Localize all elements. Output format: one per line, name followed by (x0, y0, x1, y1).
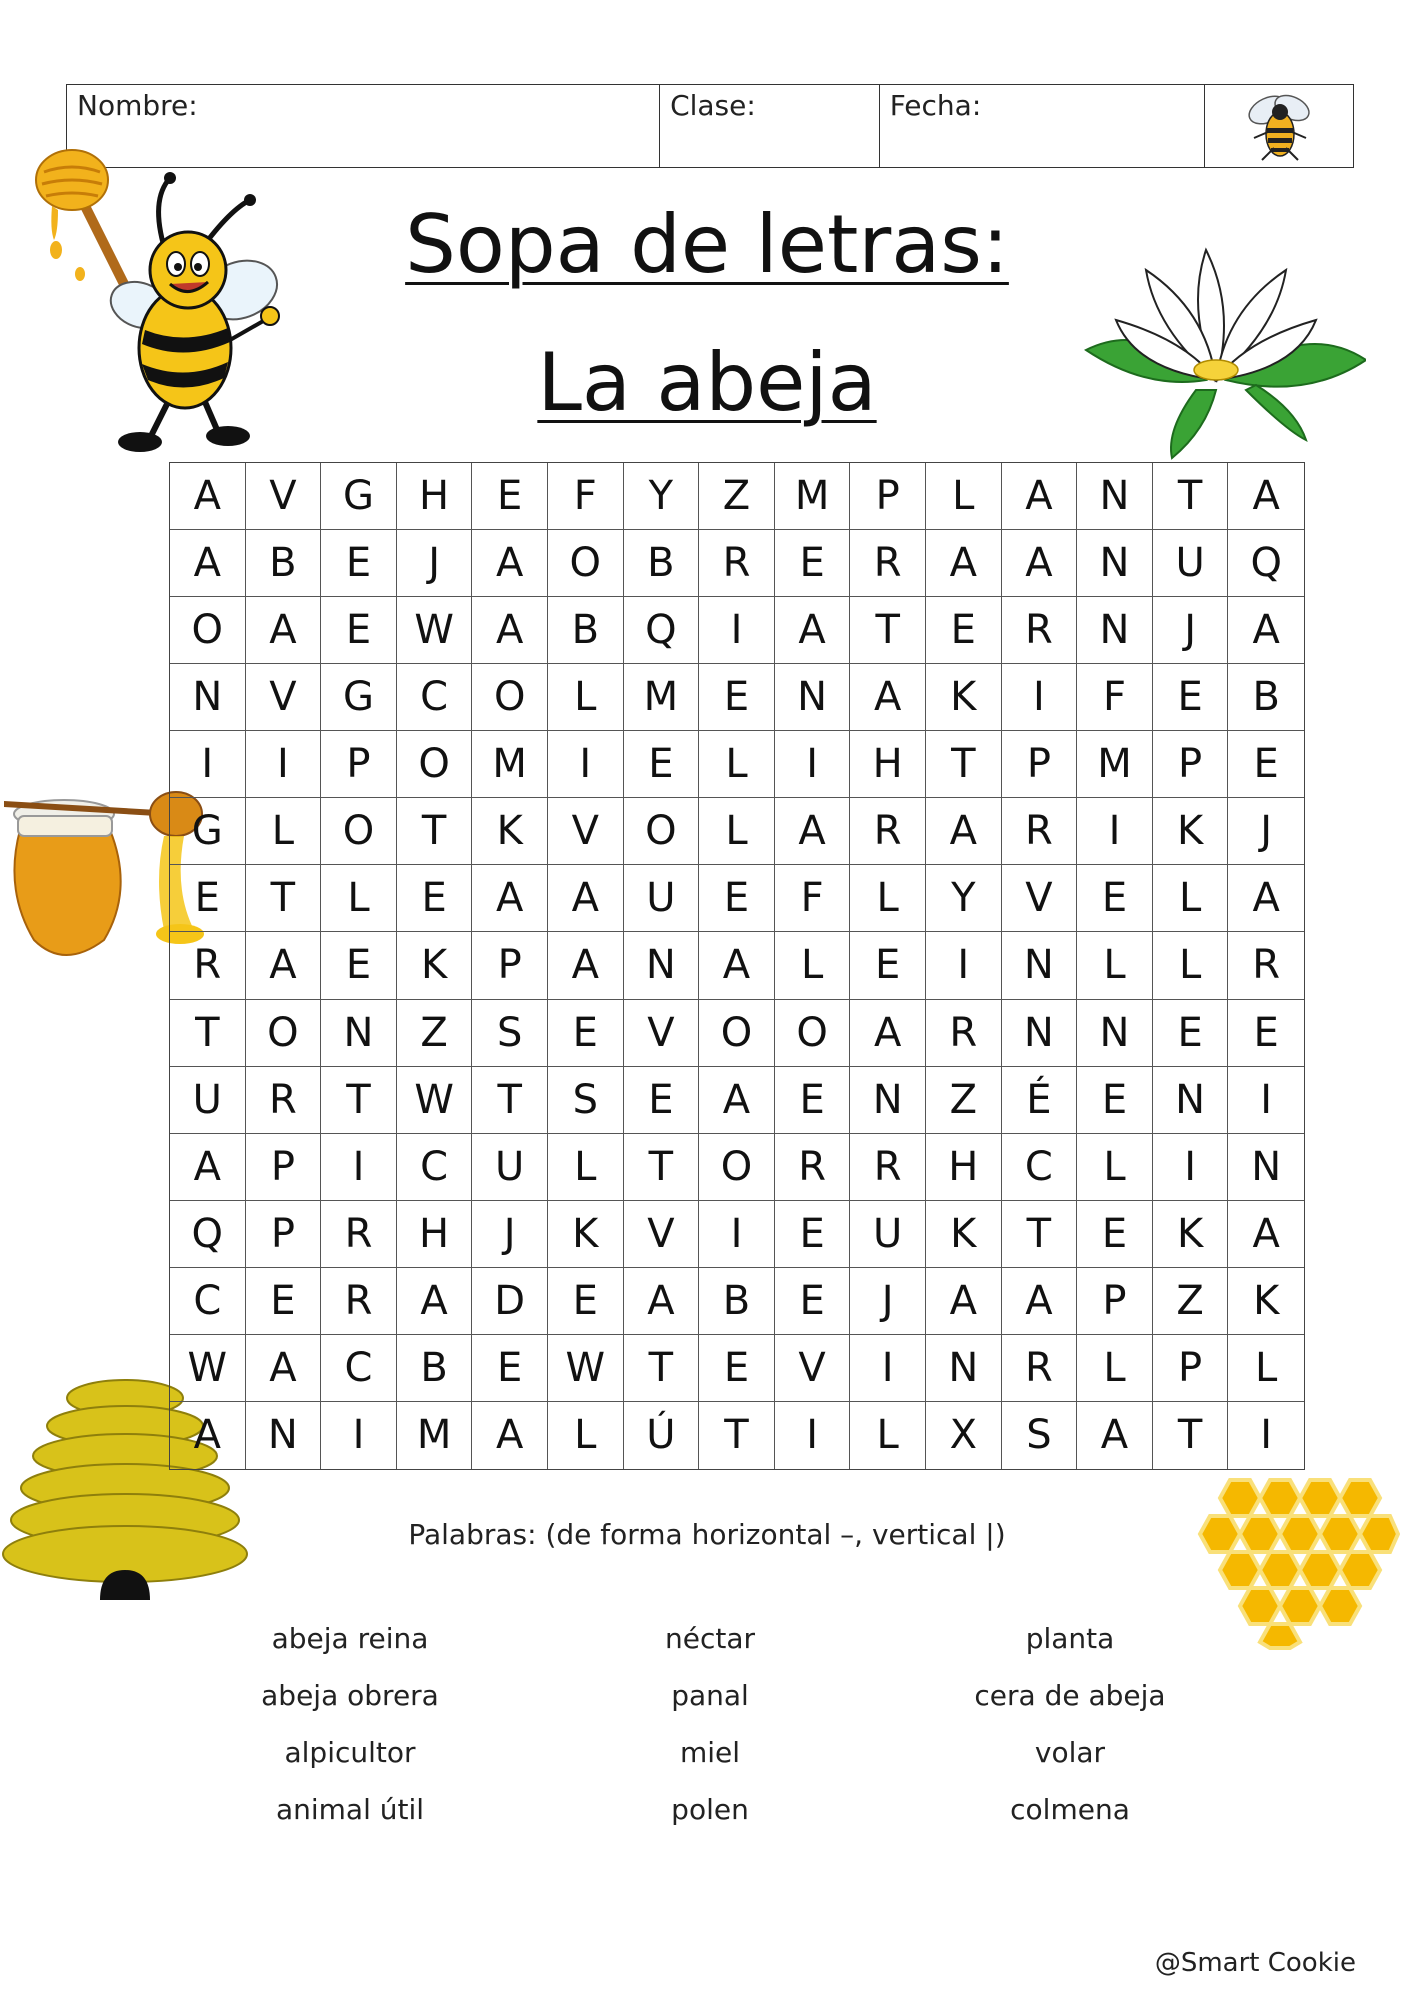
title-line-1: Sopa de letras: (405, 198, 1009, 291)
grid-cell[interactable]: W (397, 1067, 473, 1134)
grid-cell[interactable]: T (1002, 1201, 1078, 1268)
grid-cell[interactable]: E (472, 463, 548, 530)
word-item: colmena (1010, 1793, 1130, 1826)
grid-cell[interactable]: A (699, 1067, 775, 1134)
grid-cell[interactable]: A (1002, 530, 1078, 597)
grid-cell[interactable]: A (170, 1134, 246, 1201)
grid-cell[interactable]: W (170, 1335, 246, 1402)
grid-cell[interactable]: N (321, 1000, 397, 1067)
grid-cell[interactable]: Q (1228, 530, 1304, 597)
grid-cell[interactable]: R (775, 1134, 851, 1201)
grid-cell[interactable]: I (699, 1201, 775, 1268)
grid-cell[interactable]: T (699, 1402, 775, 1469)
grid-cell[interactable]: L (1077, 1134, 1153, 1201)
grid-cell[interactable]: A (548, 865, 624, 932)
grid-cell[interactable]: E (321, 530, 397, 597)
grid-cell[interactable]: W (548, 1335, 624, 1402)
grid-cell[interactable]: I (926, 932, 1002, 999)
grid-cell[interactable]: A (699, 932, 775, 999)
grid-cell[interactable]: J (397, 530, 473, 597)
grid-cell[interactable]: H (397, 463, 473, 530)
grid-cell[interactable]: S (472, 1000, 548, 1067)
grid-cell[interactable]: E (1077, 1067, 1153, 1134)
grid-cell[interactable]: I (1228, 1067, 1304, 1134)
grid-cell[interactable]: E (699, 1335, 775, 1402)
grid-cell[interactable]: R (321, 1268, 397, 1335)
grid-cell[interactable]: T (624, 1134, 700, 1201)
grid-cell[interactable]: C (170, 1268, 246, 1335)
grid-cell[interactable]: L (699, 798, 775, 865)
grid-cell[interactable]: O (246, 1000, 322, 1067)
grid-cell[interactable]: A (472, 865, 548, 932)
grid-cell[interactable]: B (548, 597, 624, 664)
name-label: Nombre: (77, 89, 198, 122)
grid-cell[interactable]: P (1002, 731, 1078, 798)
small-bee-icon (1205, 85, 1353, 167)
grid-cell[interactable]: O (699, 1134, 775, 1201)
grid-cell[interactable]: L (321, 865, 397, 932)
word-item: néctar (664, 1622, 755, 1655)
grid-cell[interactable]: E (1153, 664, 1229, 731)
grid-cell[interactable]: R (850, 798, 926, 865)
grid-cell[interactable]: E (624, 731, 700, 798)
grid-cell[interactable]: I (1002, 664, 1078, 731)
grid-cell[interactable]: E (397, 865, 473, 932)
grid-cell[interactable]: J (1153, 597, 1229, 664)
grid-cell[interactable]: A (170, 1402, 246, 1469)
credit: @Smart Cookie (1154, 1948, 1356, 1978)
grid-cell[interactable]: A (170, 530, 246, 597)
grid-cell[interactable]: K (926, 1201, 1002, 1268)
grid-cell[interactable]: E (1077, 865, 1153, 932)
grid-cell[interactable]: N (1077, 1000, 1153, 1067)
grid-cell[interactable]: A (926, 530, 1002, 597)
grid-cell[interactable]: L (1228, 1335, 1304, 1402)
grid-cell[interactable]: E (548, 1000, 624, 1067)
grid-cell[interactable]: G (321, 664, 397, 731)
grid-cell[interactable]: Z (397, 1000, 473, 1067)
grid-cell[interactable]: K (1153, 1201, 1229, 1268)
grid-cell[interactable]: R (850, 1134, 926, 1201)
grid-cell[interactable]: E (699, 865, 775, 932)
grid-cell[interactable]: N (1002, 932, 1078, 999)
grid-cell[interactable]: E (850, 932, 926, 999)
grid-cell[interactable]: T (1153, 463, 1229, 530)
grid-cell[interactable]: E (472, 1335, 548, 1402)
grid-cell[interactable]: T (850, 597, 926, 664)
date-field[interactable] (880, 85, 1206, 167)
grid-cell[interactable]: L (1077, 1335, 1153, 1402)
grid-cell[interactable]: P (850, 463, 926, 530)
header-table (66, 84, 1354, 168)
grid-cell[interactable]: N (1002, 1000, 1078, 1067)
grid-cell[interactable]: R (1002, 798, 1078, 865)
grid-cell[interactable]: K (472, 798, 548, 865)
grid-cell[interactable]: J (1228, 798, 1304, 865)
grid-cell[interactable]: K (1153, 798, 1229, 865)
grid-cell[interactable]: E (1077, 1201, 1153, 1268)
grid-cell[interactable]: M (624, 664, 700, 731)
grid-cell[interactable]: N (246, 1402, 322, 1469)
grid-cell[interactable]: D (472, 1268, 548, 1335)
grid-cell[interactable]: H (850, 731, 926, 798)
grid-cell[interactable]: I (699, 597, 775, 664)
grid-cell[interactable]: E (548, 1268, 624, 1335)
grid-cell[interactable]: A (775, 798, 851, 865)
grid-cell[interactable]: N (850, 1067, 926, 1134)
grid-cell[interactable]: O (548, 530, 624, 597)
grid-cell[interactable]: W (397, 597, 473, 664)
grid-cell[interactable]: O (321, 798, 397, 865)
grid-cell[interactable]: E (775, 1268, 851, 1335)
grid-cell[interactable]: S (1002, 1402, 1078, 1469)
grid-cell[interactable]: C (321, 1335, 397, 1402)
grid-cell[interactable]: A (397, 1268, 473, 1335)
date-label: Fecha: (889, 89, 982, 122)
class-label: Clase: (670, 89, 756, 122)
grid-cell[interactable]: I (1153, 1134, 1229, 1201)
grid-cell[interactable]: J (850, 1268, 926, 1335)
grid-cell[interactable]: L (548, 1402, 624, 1469)
grid-cell[interactable]: T (926, 731, 1002, 798)
grid-cell[interactable]: Y (926, 865, 1002, 932)
name-field[interactable] (67, 85, 660, 167)
grid-cell[interactable]: R (321, 1201, 397, 1268)
grid-cell[interactable]: T (472, 1067, 548, 1134)
grid-cell[interactable]: V (246, 664, 322, 731)
grid-cell[interactable]: I (1077, 798, 1153, 865)
grid-cell[interactable]: U (472, 1134, 548, 1201)
grid-cell[interactable]: A (1077, 1402, 1153, 1469)
grid-cell[interactable]: A (850, 1000, 926, 1067)
grid-cell[interactable]: I (775, 1402, 851, 1469)
grid-cell[interactable]: L (699, 731, 775, 798)
grid-cell[interactable]: V (775, 1335, 851, 1402)
word-search-grid (169, 462, 1305, 1470)
grid-cell[interactable]: A (472, 530, 548, 597)
grid-cell[interactable]: V (548, 798, 624, 865)
grid-cell[interactable]: E (1153, 1000, 1229, 1067)
grid-cell[interactable]: N (1077, 530, 1153, 597)
grid-cell[interactable]: E (699, 664, 775, 731)
grid-cell[interactable]: Ú (624, 1402, 700, 1469)
grid-cell[interactable]: V (1002, 865, 1078, 932)
grid-cell[interactable]: A (1228, 1201, 1304, 1268)
grid-cell[interactable]: T (246, 865, 322, 932)
grid-cell[interactable]: E (321, 597, 397, 664)
grid-cell[interactable]: A (1228, 463, 1304, 530)
grid-cell[interactable]: E (926, 597, 1002, 664)
grid-cell[interactable]: U (624, 865, 700, 932)
grid-cell[interactable]: T (397, 798, 473, 865)
grid-cell[interactable]: A (1228, 865, 1304, 932)
grid-cell[interactable]: O (472, 664, 548, 731)
grid-cell[interactable]: A (246, 1335, 322, 1402)
grid-cell[interactable]: Z (699, 463, 775, 530)
grid-cell[interactable]: X (926, 1402, 1002, 1469)
grid-cell[interactable]: R (926, 1000, 1002, 1067)
grid-cell[interactable]: L (548, 664, 624, 731)
word-item: animal útil (275, 1793, 425, 1826)
grid-cell[interactable]: A (775, 597, 851, 664)
word-item: polen (671, 1793, 749, 1826)
grid-cell[interactable]: R (246, 1067, 322, 1134)
grid-cell[interactable]: N (1153, 1067, 1229, 1134)
grid-cell[interactable]: L (246, 798, 322, 865)
grid-cell[interactable]: P (1077, 1268, 1153, 1335)
grid-cell[interactable]: F (775, 865, 851, 932)
grid-cell[interactable]: N (1228, 1134, 1304, 1201)
instructions: Palabras: (de forma horizontal –, vertical |) (408, 1518, 1006, 1551)
grid-cell[interactable]: É (1002, 1067, 1078, 1134)
grid-cell[interactable]: N (775, 664, 851, 731)
grid-cell[interactable]: I (850, 1335, 926, 1402)
grid-cell[interactable]: R (170, 932, 246, 999)
grid-cell[interactable]: M (1077, 731, 1153, 798)
grid-cell[interactable]: B (699, 1268, 775, 1335)
grid-cell[interactable]: R (850, 530, 926, 597)
grid-cell[interactable]: M (397, 1402, 473, 1469)
grid-cell[interactable]: L (926, 463, 1002, 530)
grid-cell[interactable]: E (170, 865, 246, 932)
grid-cell[interactable]: I (321, 1402, 397, 1469)
grid-cell[interactable]: Z (926, 1067, 1002, 1134)
grid-cell[interactable]: U (170, 1067, 246, 1134)
grid-cell[interactable]: M (775, 463, 851, 530)
grid-cell[interactable]: O (170, 597, 246, 664)
grid-cell[interactable]: L (1077, 932, 1153, 999)
grid-cell[interactable]: T (1153, 1402, 1229, 1469)
grid-cell[interactable]: I (170, 731, 246, 798)
grid-cell[interactable]: P (246, 1134, 322, 1201)
word-item: alpicultor (284, 1736, 416, 1769)
grid-cell[interactable]: G (321, 463, 397, 530)
grid-cell[interactable]: L (850, 865, 926, 932)
word-item: abeja obrera (261, 1679, 439, 1712)
grid-cell[interactable]: B (397, 1335, 473, 1402)
grid-cell[interactable]: K (548, 1201, 624, 1268)
grid-cell[interactable]: L (548, 1134, 624, 1201)
grid-cell[interactable]: T (170, 1000, 246, 1067)
grid-cell[interactable]: A (850, 664, 926, 731)
grid-cell[interactable]: C (397, 664, 473, 731)
word-item: miel (679, 1736, 741, 1769)
word-item: planta (1025, 1622, 1115, 1655)
grid-cell[interactable]: A (926, 798, 1002, 865)
grid-cell[interactable]: E (1228, 731, 1304, 798)
grid-cell[interactable]: P (246, 1201, 322, 1268)
title-line-2: La abeja (537, 336, 877, 429)
grid-cell[interactable]: C (1002, 1134, 1078, 1201)
grid-cell[interactable]: K (1228, 1268, 1304, 1335)
grid-cell[interactable]: R (699, 530, 775, 597)
grid-cell[interactable]: P (1153, 1335, 1229, 1402)
grid-cell[interactable]: Q (624, 597, 700, 664)
grid-cell[interactable]: E (775, 1201, 851, 1268)
grid-cell[interactable]: S (548, 1067, 624, 1134)
grid-cell[interactable]: E (246, 1268, 322, 1335)
grid-cell[interactable]: B (624, 530, 700, 597)
grid-cell[interactable]: A (472, 597, 548, 664)
grid-cell[interactable]: I (246, 731, 322, 798)
grid-cell[interactable]: M (472, 731, 548, 798)
class-field[interactable] (660, 85, 880, 167)
grid-cell[interactable]: T (321, 1067, 397, 1134)
grid-cell[interactable]: A (1002, 1268, 1078, 1335)
word-item: cera de abeja (974, 1679, 1166, 1712)
grid-cell[interactable]: R (1002, 1335, 1078, 1402)
grid-cell[interactable]: A (246, 932, 322, 999)
grid-cell[interactable]: P (472, 932, 548, 999)
grid-cell[interactable]: U (850, 1201, 926, 1268)
grid-cell[interactable]: F (548, 463, 624, 530)
grid-cell[interactable]: Z (1153, 1268, 1229, 1335)
word-item: panal (671, 1679, 749, 1712)
grid-cell[interactable]: K (926, 664, 1002, 731)
grid-cell[interactable]: Y (624, 463, 700, 530)
grid-cell[interactable]: U (1153, 530, 1229, 597)
grid-cell[interactable]: V (624, 1000, 700, 1067)
word-item: abeja reina (271, 1622, 429, 1655)
grid-cell[interactable]: E (775, 1067, 851, 1134)
grid-cell[interactable]: I (1260, 1412, 1273, 1459)
grid-cell[interactable]: A (1002, 463, 1078, 530)
grid-cell[interactable]: G (170, 798, 246, 865)
grid-cell[interactable]: B (1228, 664, 1304, 731)
grid-cell[interactable]: A (926, 1268, 1002, 1335)
grid-cell[interactable]: H (926, 1134, 1002, 1201)
grid-cell[interactable]: N (1077, 597, 1153, 664)
grid-cell[interactable]: A (548, 932, 624, 999)
grid-cell[interactable]: I (321, 1134, 397, 1201)
grid-cell[interactable]: R (1002, 597, 1078, 664)
grid-cell[interactable]: T (624, 1335, 700, 1402)
grid-cell[interactable]: L (775, 932, 851, 999)
grid-cell[interactable]: O (624, 798, 700, 865)
grid-cell[interactable]: N (624, 932, 700, 999)
grid-cell[interactable]: B (246, 530, 322, 597)
grid-cell[interactable]: A (624, 1268, 700, 1335)
grid-cell[interactable]: A (246, 597, 322, 664)
grid-cell[interactable]: V (246, 463, 322, 530)
grid-cell[interactable]: K (397, 932, 473, 999)
word-list (170, 1622, 1250, 1826)
grid-cell[interactable]: E (775, 530, 851, 597)
grid-cell[interactable]: N (170, 664, 246, 731)
grid-cell[interactable]: O (775, 1000, 851, 1067)
grid-cell[interactable]: E (624, 1067, 700, 1134)
grid-cell[interactable]: I (775, 731, 851, 798)
grid-cell[interactable]: E (321, 932, 397, 999)
grid-cell[interactable]: L (850, 1402, 926, 1469)
grid-cell[interactable]: J (472, 1201, 548, 1268)
grid-cell[interactable]: E (1228, 1000, 1304, 1067)
grid-cell[interactable]: R (1228, 932, 1304, 999)
grid-cell[interactable]: A (472, 1402, 548, 1469)
grid-cell[interactable]: P (321, 731, 397, 798)
grid-cell[interactable]: O (397, 731, 473, 798)
grid-cell[interactable]: F (1077, 664, 1153, 731)
grid-cell[interactable]: N (926, 1335, 1002, 1402)
word-item: volar (1034, 1736, 1106, 1769)
grid-cell[interactable]: H (397, 1201, 473, 1268)
grid-cell[interactable]: A (170, 463, 246, 530)
grid-cell[interactable]: Q (170, 1201, 246, 1268)
grid-cell[interactable]: L (1153, 932, 1229, 999)
grid-cell[interactable]: I (548, 731, 624, 798)
grid-cell[interactable]: C (397, 1134, 473, 1201)
grid-cell[interactable]: N (1077, 463, 1153, 530)
grid-cell[interactable]: O (699, 1000, 775, 1067)
grid-cell[interactable]: L (1153, 865, 1229, 932)
grid-cell[interactable]: P (1153, 731, 1229, 798)
grid-cell[interactable]: A (1228, 597, 1304, 664)
grid-cell[interactable]: V (624, 1201, 700, 1268)
